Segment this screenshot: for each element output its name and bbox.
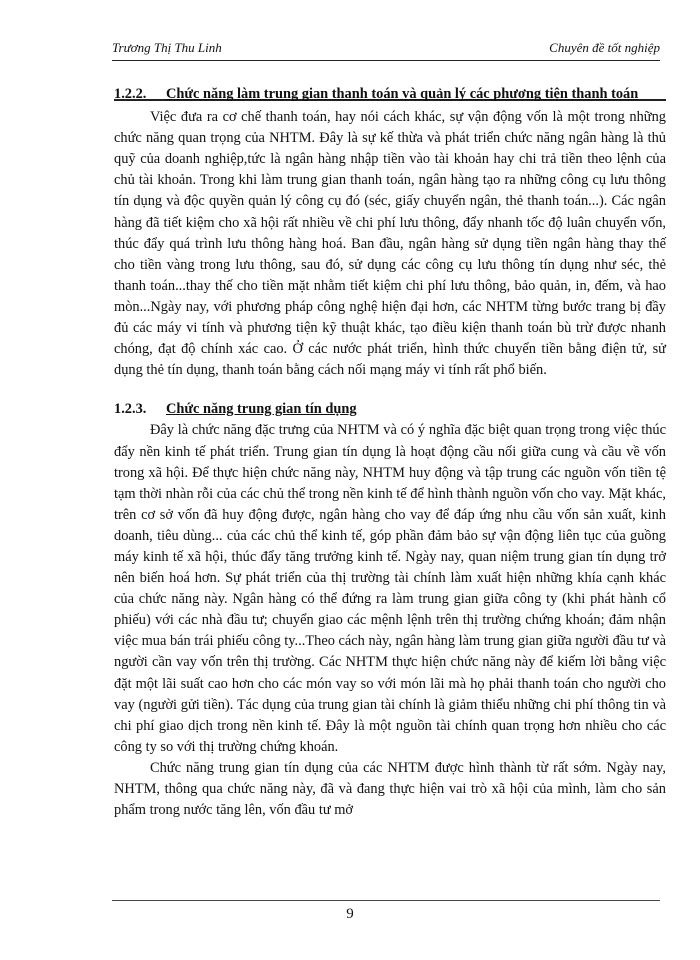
header-divider (112, 60, 660, 61)
page-number: 9 (346, 906, 354, 922)
section-gap (114, 381, 666, 399)
section-heading-1-2-2 (114, 84, 666, 105)
section-title: Chức năng làm trung gian thanh toán và quản lý các phương tiện thanh toán (166, 86, 639, 102)
body-paragraph: Đây là chức năng đặc trưng của NHTM và có ý nghĩa đặc biệt quan trọng trong việc thúc đẩy nền kinh tế phát triển. Trung gian tín dụng là hoạt động cầu nối giữa cung và cầu về vốn trong xã hội. Để thực hiện chức năng này, NHTM huy động và tập trung các nguồn vốn tiền tệ tạm thời nhàn rỗi của các chủ thể trong nền kinh tế để hình thành nguồn vốn cho vay. Mặt khác, trên cơ sở vốn đã huy động được, ngân hàng cho vay để đáp ứng nhu cầu vốn sản xuất, kinh doanh, tiêu dùng... của các chủ thể kinh tế, góp phần đảm bảo sự vận động liên tục của guồng máy kinh tế xã hội, thúc đẩy tăng trưởng kinh tế. Ngày nay, quan niệm trung gian tín dụng trở nên biến hoá hơn. Sự phát triển của thị trường tài chính làm xuất hiện những khía cạnh khác của chức năng này. Ngân hàng có thể đứng ra làm trung gian giữa công ty (khi phát hành cổ phiếu) với các nhà đầu tư; chuyển giao các mệnh lệnh trên thị trường chứng khoán; đảm nhận việc mua bán trái phiếu công ty...Theo cách này, ngân hàng làm trung gian giữa người đầu tư và người cần vay vốn trên thị trường. Các NHTM thực hiện chức năng này để kiếm lời bằng việc đặt một lãi suất cao hơn cho các món vay so với món lãi mà họ phải thanh toán cho người cho vay (người gửi tiền). Tác dụng của trung gian tài chính là giảm thiểu những chi phí thông tin và chi phí giao dịch trong nền kinh tế. Đây là một nguồn tài chính quan trọng hơn nhiều cho các công ty so với thị trường chứng khoán. (114, 422, 666, 755)
page-content (114, 84, 666, 821)
header-doc-type: Chuyên đề tốt nghiệp (549, 40, 660, 55)
section-title: Chức năng trung gian tín dụng (166, 401, 357, 418)
footer-divider (112, 900, 660, 901)
page-header (112, 36, 660, 56)
section-number: 1.2.3. (114, 401, 147, 418)
body-paragraph: Chức năng trung gian tín dụng của các NHTM được hình thành từ rất sớm. Ngày nay, NHTM, thông qua chức năng này, đã và đang thực hiện vai trò xã hội của mình, làm cho sản phẩm trong nước tăng lên, vốn đầu tư mở (114, 759, 666, 819)
section-number: 1.2.2. (114, 86, 147, 102)
header-author: Trương Thị Thu Linh (112, 40, 222, 55)
section-heading-1-2-3 (114, 399, 666, 420)
body-paragraph: Việc đưa ra cơ chế thanh toán, hay nói cách khác, sự vận động vốn là một trong những chức năng quan trọng của NHTM. Đây là sự kế thừa và phát triển chức năng ngân hàng là thủ quỹ của doanh nghiệp,tức là ngân hàng nhập tiền vào tài khoản hay chi trả tiền theo lệnh của chủ tài khoản. Trong khi làm trung gian thanh toán, ngân hàng tạo ra những công cụ lưu thông tín dụng và độc quyền quản lý công cụ đó (séc, giấy chuyển ngân, thẻ thanh toán...). Các ngân hàng đã tiết kiệm cho xã hội rất nhiều về chi phí lưu thông, đẩy nhanh tốc độ luân chuyển vốn, thúc đẩy quá trình lưu thông hàng hoá. Ban đầu, ngân hàng sử dụng tiền ngân hàng thay thế cho tiền vàng trong lưu thông, sau đó, sử dụng các công cụ lưu thông tín dụng như séc, thẻ thanh toán...thay thế cho tiền mặt nhằm tiết kiệm chi phí lưu thông, bảo quản, in, đếm, và hao mòn...Ngày nay, với phương pháp công nghệ hiện đại hơn, các NHTM từng bước trang bị đầy đủ các máy vi tính và phương tiện kỹ thuật khác, tạo điều kiện thanh toán bù trừ được nhanh chóng, đạt độ chính xác cao. Ở các nước phát triển, hình thức chuyển tiền bằng điện tử, sử dụng thẻ tín dụng, thanh toán bằng cách nối mạng máy vi tính rất phổ biến. (114, 109, 666, 379)
